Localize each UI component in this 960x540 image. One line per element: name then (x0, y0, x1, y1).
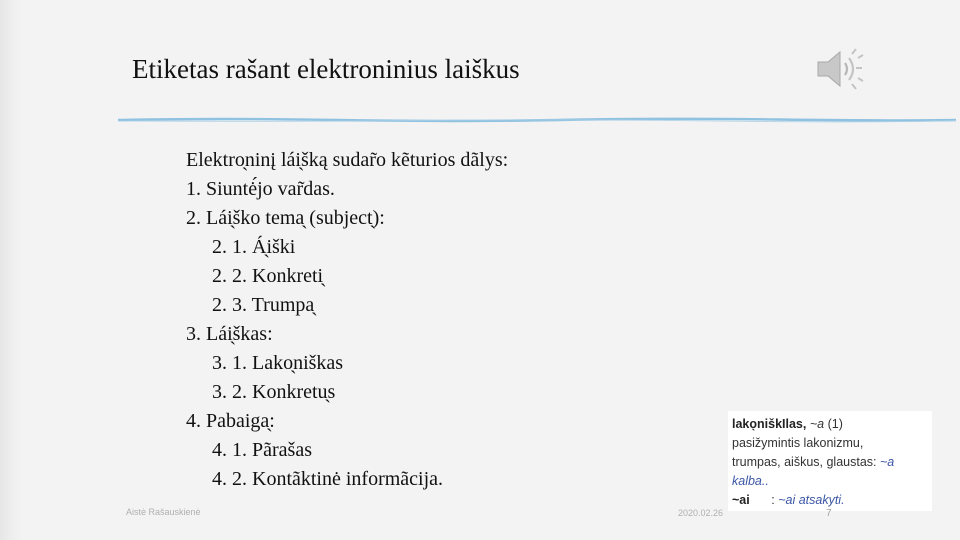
dictionary-popup (728, 411, 932, 511)
list-item: 1. Siuntė́jo var̃das. (186, 178, 335, 200)
list-item: 2. Lái̖ško tema̖ (subject̖): (186, 207, 385, 229)
content-list (186, 146, 508, 494)
dictionary-example: ~a (880, 455, 895, 469)
slide-title: Etiketas rašant elektroninius laiškus (132, 54, 520, 84)
list-item: 2. 3. Trumpa̖ (212, 294, 315, 316)
list-item: 4. 2. Kontãktinė informãcija. (212, 468, 444, 490)
dictionary-definition: pasižymintis lakonizmu, (732, 436, 864, 450)
list-item: Elektro̖ninį lái̖šką sudar̃o kẽturios dãlys: (186, 149, 509, 171)
speaker-sound-icon[interactable] (812, 46, 866, 92)
list-item: 3. Lái̖škas: (186, 323, 273, 345)
dictionary-example: kalba.. (732, 474, 769, 488)
list-item: 4. Pabaiga̖: (186, 410, 275, 432)
list-item: 4. 1. Pãrašas (212, 439, 312, 461)
page-number: 7 (826, 508, 832, 519)
dictionary-grammar: ~a (809, 417, 825, 431)
dictionary-definition: trumpas, aiškus, glaustas: (732, 455, 877, 469)
dictionary-example-head: ~ai (732, 493, 750, 507)
list-item: 3. 1. Lako̖niškas (212, 352, 344, 374)
dictionary-separator: : (771, 493, 775, 507)
dictionary-grammar-num: (1) (827, 417, 843, 431)
list-item: 2. 2. Konkreti̖ (212, 265, 324, 287)
left-edge-shadow (0, 0, 22, 540)
footer-date: 2020.02.26 (678, 508, 724, 518)
title-underline (118, 116, 956, 124)
footer-author: Aistė Rašauskienė (126, 507, 201, 517)
list-item: 3. 2. Konkretu̖s (212, 381, 336, 403)
dictionary-example: ~ai atsakyti. (778, 493, 845, 507)
dictionary-headword: lako̖niškIlas, (732, 417, 807, 431)
list-item: 2. 1. Á̖iški (212, 236, 296, 258)
